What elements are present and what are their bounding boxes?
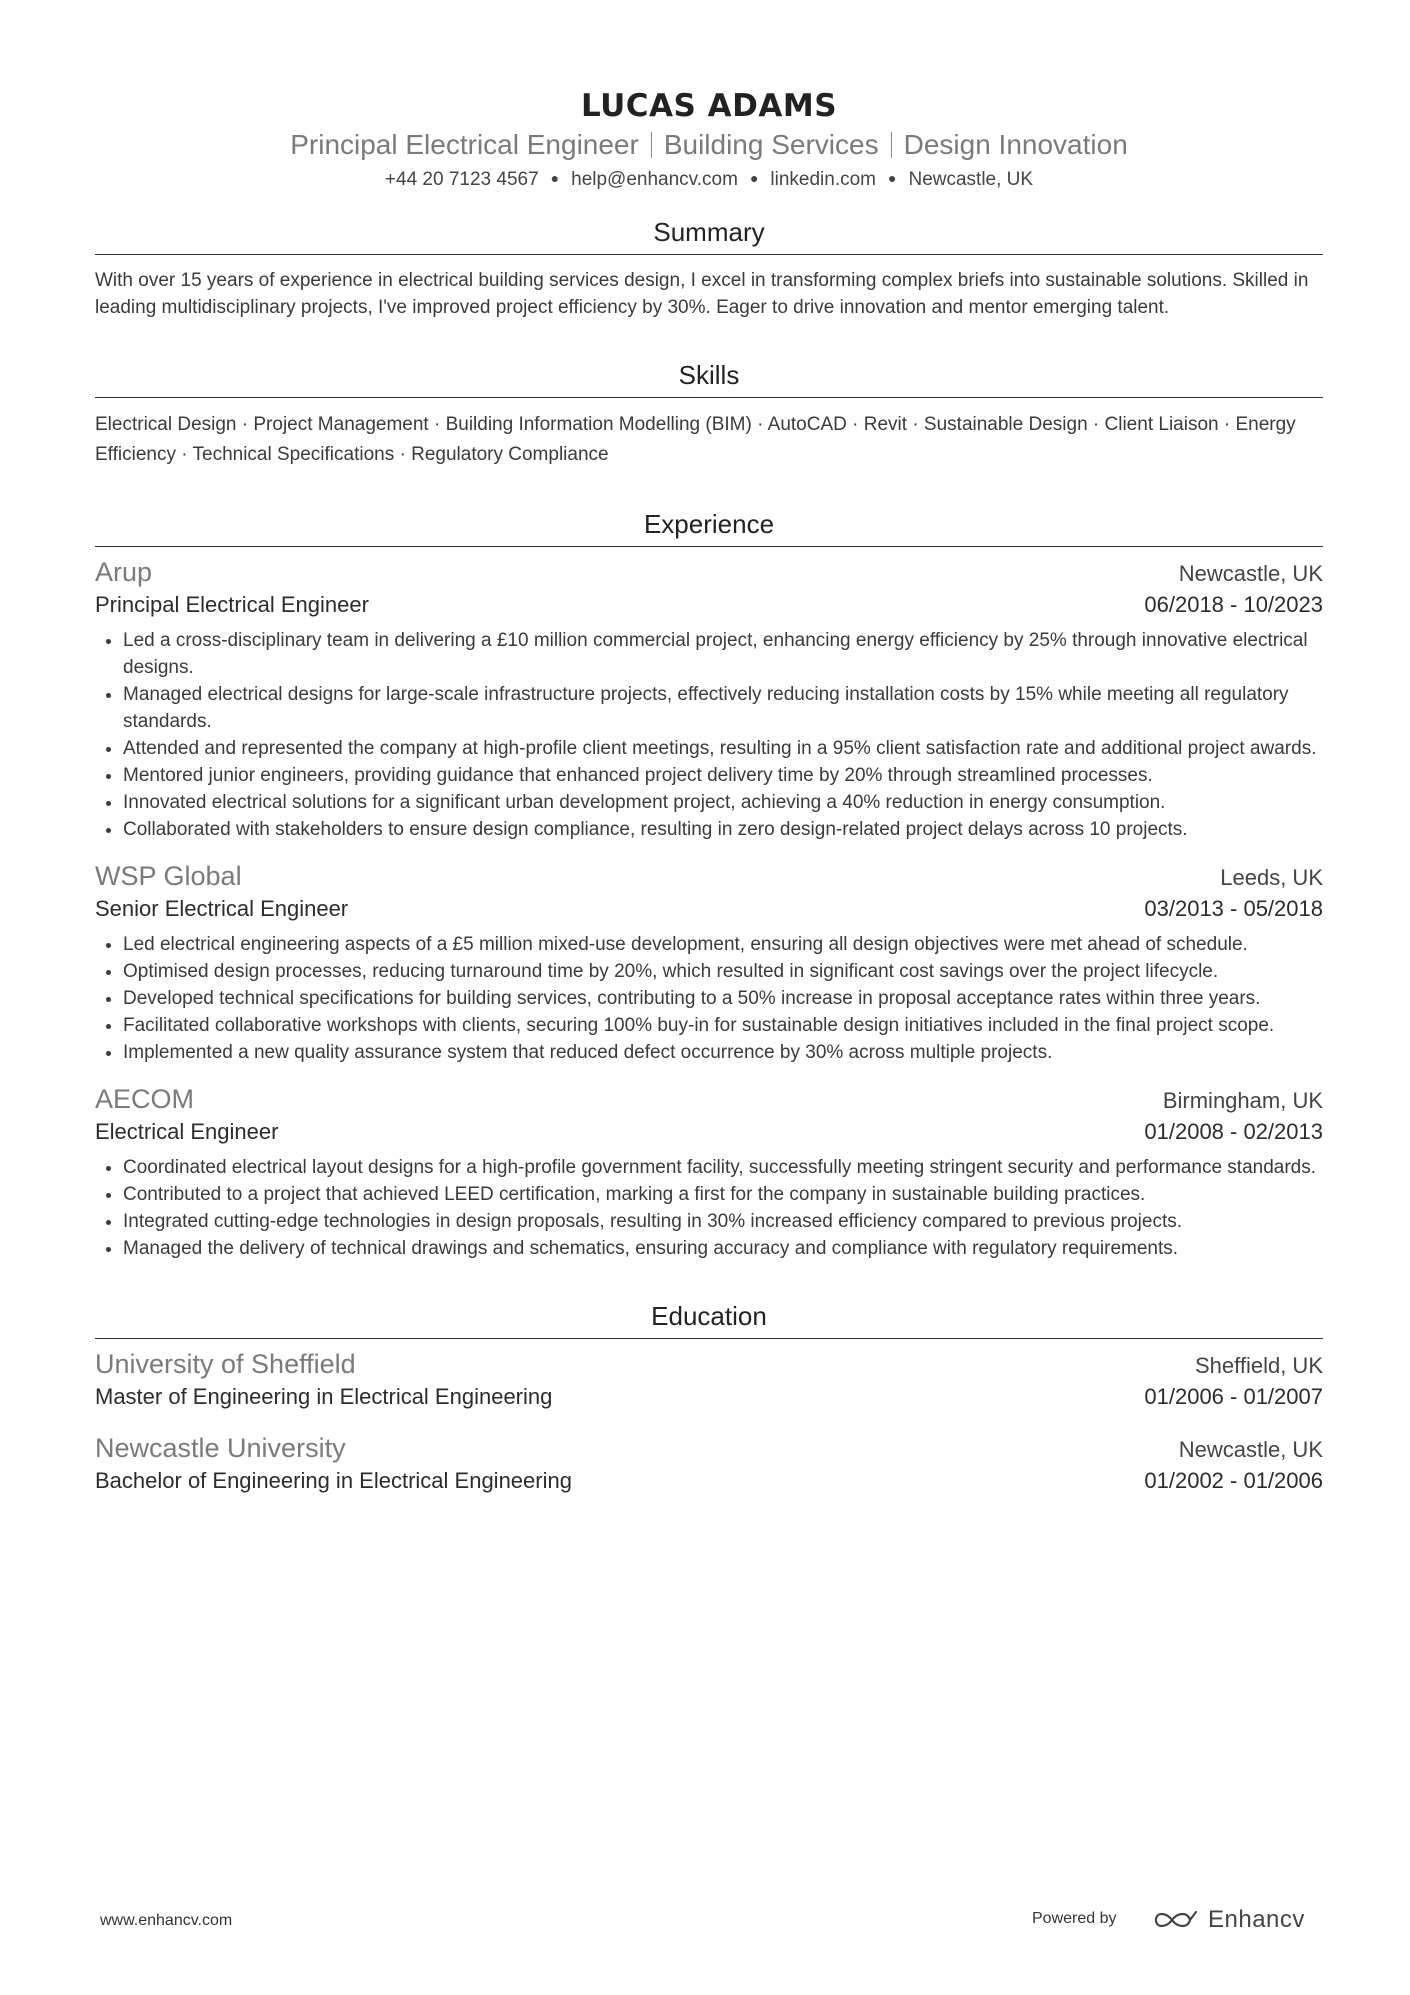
experience-entry	[95, 859, 1323, 1066]
experience-section	[95, 508, 1323, 1262]
achievement-list	[95, 1154, 1323, 1262]
list-item: • Collaborated with stakeholders to ensure design compliance, resulting in zero design-related project delays across 10 projects.	[123, 816, 1323, 843]
entry-subheader	[95, 1465, 1323, 1497]
location: Newcastle, UK	[908, 169, 1034, 190]
education-dates: 01/2006 - 01/2007	[1144, 1384, 1323, 1409]
experience-entry	[95, 1082, 1323, 1262]
entry-subheader	[95, 589, 1323, 621]
candidate-name: LUCAS ADAMS	[580, 88, 838, 124]
education-entry	[95, 1347, 1323, 1413]
enhancv-brand-name: Enhancv	[1208, 1906, 1305, 1933]
degree: Master of Engineering in Electrical Engineering	[95, 1384, 553, 1409]
list-item: • Innovated electrical solutions for a significant urban development project, achieving a 40% reduction in energy consumption.	[123, 789, 1323, 816]
company-name: Arup	[95, 557, 153, 587]
headline-part-2: Building Services	[663, 129, 879, 160]
list-item: • Implemented a new quality assurance system that reduced defect occurrence by 30% across multiple projects.	[123, 1039, 1323, 1066]
list-item: • Optimised design processes, reducing turnaround time by 20%, which resulted in significant cost savings over the project lifecycle.	[123, 958, 1323, 985]
experience-entry	[95, 555, 1323, 843]
list-item: • Led electrical engineering aspects of a £5 million mixed-use development, ensuring all design objectives were met ahead of schedule.	[123, 931, 1323, 958]
achievement-list	[95, 627, 1323, 843]
education-heading: Education	[95, 1300, 1323, 1339]
job-location: Newcastle, UK	[1178, 561, 1323, 586]
entry-subheader	[95, 1381, 1323, 1413]
school-location: Newcastle, UK	[1178, 1437, 1323, 1462]
summary-text: With over 15 years of experience in electrical building services design, I excel in transforming complex briefs into sustainable solutions. Skilled in leading multidisciplinary projects, I've improved project efficiency by 30%. Eager to drive innovation and mentor emerging talent.	[95, 270, 1309, 318]
education-entry	[95, 1431, 1323, 1497]
bullet-separator: ●	[550, 170, 560, 186]
entry-header	[95, 555, 1323, 589]
enhancv-logo-icon	[1152, 1907, 1200, 1933]
job-dates: 06/2018 - 10/2023	[1144, 592, 1323, 617]
entry-header	[95, 1347, 1323, 1381]
school-name: Newcastle University	[95, 1433, 346, 1463]
list-item: • Managed electrical designs for large-scale infrastructure projects, effectively reducing installation costs by 15% while meeting all regulatory standards.	[123, 681, 1323, 735]
company-name: WSP Global	[95, 861, 242, 891]
job-title: Principal Electrical Engineer	[95, 592, 369, 617]
linkedin-link[interactable]: linkedin.com	[770, 169, 877, 190]
entry-header	[95, 1082, 1323, 1116]
experience-heading: Experience	[95, 508, 1323, 547]
resume-content	[95, 0, 1323, 1497]
skills-list: Electrical Design · Project Management · Building Information Modelling (BIM) · AutoCAD · Revit · Sustainable Design · Client Liaison · Energy Efficiency · Technical Specifications · Regulatory Compliance	[95, 414, 1296, 465]
headline-separator	[651, 132, 652, 158]
headline-part-1: Principal Electrical Engineer	[290, 129, 639, 160]
entry-subheader	[95, 1116, 1323, 1148]
school-location: Sheffield, UK	[1194, 1353, 1323, 1378]
bullet-separator: ●	[888, 170, 897, 186]
job-title: Senior Electrical Engineer	[95, 896, 349, 921]
bullet-separator: ●	[749, 170, 759, 186]
summary-heading: Summary	[95, 216, 1323, 255]
list-item: • Facilitated collaborative workshops with clients, securing 100% buy-in for sustainable design initiatives included in the final project scope.	[123, 1012, 1323, 1039]
degree: Bachelor of Engineering in Electrical Engineering	[95, 1468, 572, 1493]
entry-header	[95, 1431, 1323, 1465]
list-item: • Attended and represented the company at high-profile client meetings, resulting in a 95% client satisfaction rate and additional project awards.	[123, 735, 1323, 762]
entry-header	[95, 859, 1323, 893]
skills-heading: Skills	[95, 359, 1323, 398]
job-title: Electrical Engineer	[95, 1119, 279, 1144]
education-dates: 01/2002 - 01/2006	[1144, 1468, 1323, 1493]
list-item: • Managed the delivery of technical drawings and schematics, ensuring accuracy and compliance with regulatory requirements.	[123, 1235, 1323, 1262]
powered-by-label: Powered by	[1032, 1910, 1117, 1927]
list-item: • Integrated cutting-edge technologies in design proposals, resulting in 30% increased efficiency compared to previous projects.	[123, 1208, 1323, 1235]
entry-subheader	[95, 893, 1323, 925]
list-item: • Contributed to a project that achieved LEED certification, marking a first for the company in sustainable building practices.	[123, 1181, 1323, 1208]
skills-section	[95, 359, 1323, 470]
school-name: University of Sheffield	[95, 1349, 356, 1379]
phone: +44 20 7123 4567	[384, 169, 539, 190]
headline	[95, 128, 1323, 162]
summary-section	[95, 216, 1323, 321]
contact-line	[95, 166, 1323, 192]
list-item: • Coordinated electrical layout designs for a high-profile government facility, successfully meeting stringent security and performance standards.	[123, 1154, 1323, 1181]
email-link[interactable]: help@enhancv.com	[571, 169, 738, 190]
company-name: AECOM	[95, 1084, 195, 1114]
headline-part-3: Design Innovation	[903, 129, 1128, 160]
list-item: • Developed technical specifications for building services, contributing to a 50% increase in proposal acceptance rates within three years.	[123, 985, 1323, 1012]
enhancv-logo[interactable]	[1152, 1900, 1305, 1940]
job-dates: 03/2013 - 05/2018	[1144, 896, 1323, 921]
list-item: • Led a cross-disciplinary team in delivering a £10 million commercial project, enhancing energy efficiency by 25% through innovative electrical designs.	[123, 627, 1323, 681]
headline-separator	[891, 132, 892, 158]
job-location: Leeds, UK	[1220, 865, 1323, 890]
job-dates: 01/2008 - 02/2013	[1144, 1119, 1323, 1144]
achievement-list	[95, 931, 1323, 1066]
list-item: • Mentored junior engineers, providing guidance that enhanced project delivery time by 20% through streamlined processes.	[123, 762, 1323, 789]
education-section	[95, 1300, 1323, 1497]
footer-website-link[interactable]: www.enhancv.com	[100, 1912, 233, 1929]
job-location: Birmingham, UK	[1162, 1088, 1323, 1113]
